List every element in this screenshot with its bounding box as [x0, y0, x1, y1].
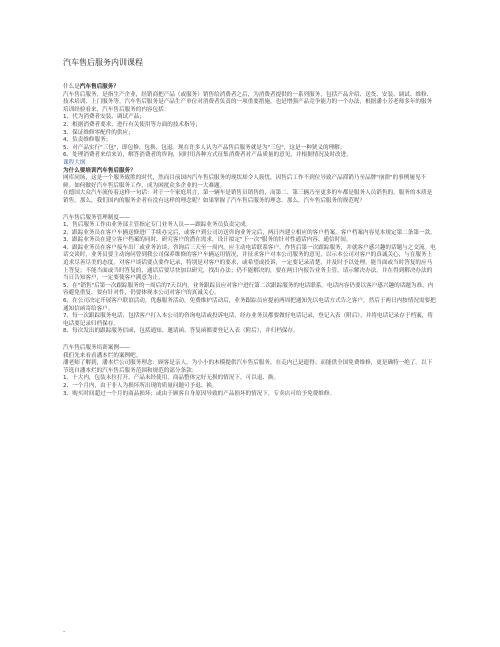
list-item: 4、跟踪业务员在客户接车出厂或业务访谈、咨询后三天至一周内，应主动电话联系客户，作售后第一次跟踪服务，并就客户感兴趣的话题与之交流。电话交谈时，业务员要主动询问曾到我公司保养维修的客户车辆运用情况，并征求客户对本公司服务的意见，以示本公司对客户的真诚关心，与在服务上追求尽善尽美的态度。对客户谈话要点要作记录，特别是对客户的要求，或希望或投诉，一定要记录清楚，并及时予以处理。能当面或当时答复的应马上答复；不能当面或当时答复的，通话后要尽快加以研究，找出办法；仍不能解决的，要在两日内报告业务主管，请示解决办法。并在得到解决办法的当日告知客户，一定要使客户满意为止。 — [63, 244, 436, 282]
section-management-rules — [63, 215, 437, 337]
list-item: 5、在"销售"后第一次跟踪服务的一周后的7天以内，业务跟踪员应对客户进行第二次跟踪服务的电话联系。电话内容仍要以客户感兴趣的话题为准，内容避免重复，要有针对性，仍要体现本公司对客户的真诚关心。 — [63, 282, 434, 297]
paragraph: 在德国大众汽车流传着这样一句话：对于一个家庭用言，第一辆车是销售员销售的，而第二、第三辆乃至更多的车都是服务人员销售的。服务的本质是销售。那么，我们国内的服务企者有没有这样的理念呢？如果掌握了汽车售后服务的理念，那么，汽车售后服务的规范呢？ — [63, 190, 433, 204]
document-page — [63, 58, 437, 398]
list-item: 8、每次发出的跟踪服务信函，包括通知、邀请函、答复函都要登记入表（附后），并归档保存。 — [63, 328, 299, 335]
list-item: 1、十大内，包装未拉打开，产品未经使用，商品整体完好无损的情况下，可以退、换。 — [63, 375, 280, 382]
list-item: 6、处理消费者来信来访，解答消费者的咨询，同时用各种方式征集消费者对产品质量的意见，并根据情况及时改进。 — [63, 152, 352, 159]
section-training-case — [63, 345, 437, 398]
list-item: 7、每一次跟踪服务电话，包括客户打入本公司的咨询电话或投诉电话，经办业务员都要做好电话记录，登记入表（附后），并将电话记录存于档案，将电话要记录归档保存。 — [63, 313, 433, 327]
paragraph: 我们先来看看潘本烂的案例吧。 — [63, 352, 142, 359]
list-item: 4、负责维修服务； — [63, 137, 112, 144]
list-item: 3、购买时间超过一个月的商品损坏；或由于顾客自身原因导致的产品损坏的情况下，专卖店可给予免费维修。 — [63, 390, 336, 397]
list-item: 3、保证维修零配件的供应； — [63, 129, 134, 136]
list-item: 1、代为消费者安装、调试产品； — [63, 114, 145, 121]
course-outline-label: 课程大纲 — [63, 159, 86, 166]
list-item: 2、根据消费者要求，进行有关使用等方面的技术指导； — [63, 121, 201, 128]
heading-why-train — [63, 168, 437, 176]
paragraph: 汽车售后服务，是指生产企业，经销商把产品（或服务）销售给消费者之后，为消费者提供的一系列服务，包括产品介绍、送货、安装、调试、维修、技术培训、上门服务等。汽车售后服务是产品生产单位对消费者负责的一项重要措施，也是增强产品竞争能力的一个办法，根据潘小芳老师多年的服务培训经验看来，汽车售后服务的内容包括： — [63, 91, 433, 113]
heading-text: 汽车售后服务？ — [79, 84, 119, 90]
section-heading: 汽车售后服务培训案例—— — [63, 345, 131, 351]
paragraph: 网库同场，这是一个服务致胜的时代，然而目前国内汽车售后服务的现状却令人簇忧，因售后工作不到位导致产品滞销乃至品牌"崩溃"的事例屡见不鲜。如何做好汽车售后服务工作，成为困扰众多企业的一大难题。 — [63, 175, 427, 189]
list-item: 6、在公司决定开展客户联谊活动，优惠服务活动，免费维护活动后，业务跟踪员应提前两周把通知先以电话方式告之客户，然后于两日内按情况需要把通知信函寄给客户。 — [63, 298, 436, 312]
list-item: 2、一个月内，由于非人为损坏所出现的质量问题可予退、换。 — [63, 382, 218, 389]
list-item: 2、跟踪业务员在客户车辆送修进厂手续办完后，或客户到公司访送咨询业务完后，两日内建立相应的客户档案。客户档案内容见本规定第二条第一款。 — [63, 229, 436, 236]
document-title: 汽车售后服务内训课程 — [63, 58, 143, 67]
paragraph: 潘老师了解到，潘本烂公司服务理念：顾客是亲人。为小小的木模提供汽车售后服务，在走内已是遗得；而能供全国免费维修，更是确特一绝了。以下节选自潘本烂的汽车售后服务范围和规范的部分条款： — [63, 360, 433, 374]
list-item: 5、对产品实行"三包"，即包修、包换、包退。现在许多人认为产品售后服务就是为"三包"，这是一种狭义的理解； — [63, 144, 346, 151]
heading-text: 为什么要培训汽车售后服务？ — [63, 167, 136, 174]
page-footer-mark: - — [63, 628, 66, 635]
section-heading: 汽车售后服务管理制度—— — [63, 214, 131, 221]
section-intro — [63, 84, 437, 206]
heading-what-is-service: 什么是汽车售后服务？ — [63, 84, 119, 90]
list-item: 1、售后服务工作由业务部主管指定专门业务人员——跟踪业务员负责完成。 — [63, 222, 252, 229]
list-item: 3、跟踪业务员在建立客户档案的同时，研究客户的潜在需求，设计拟定"下一次"服务的针对性通话内容、通信时间。 — [63, 237, 352, 244]
